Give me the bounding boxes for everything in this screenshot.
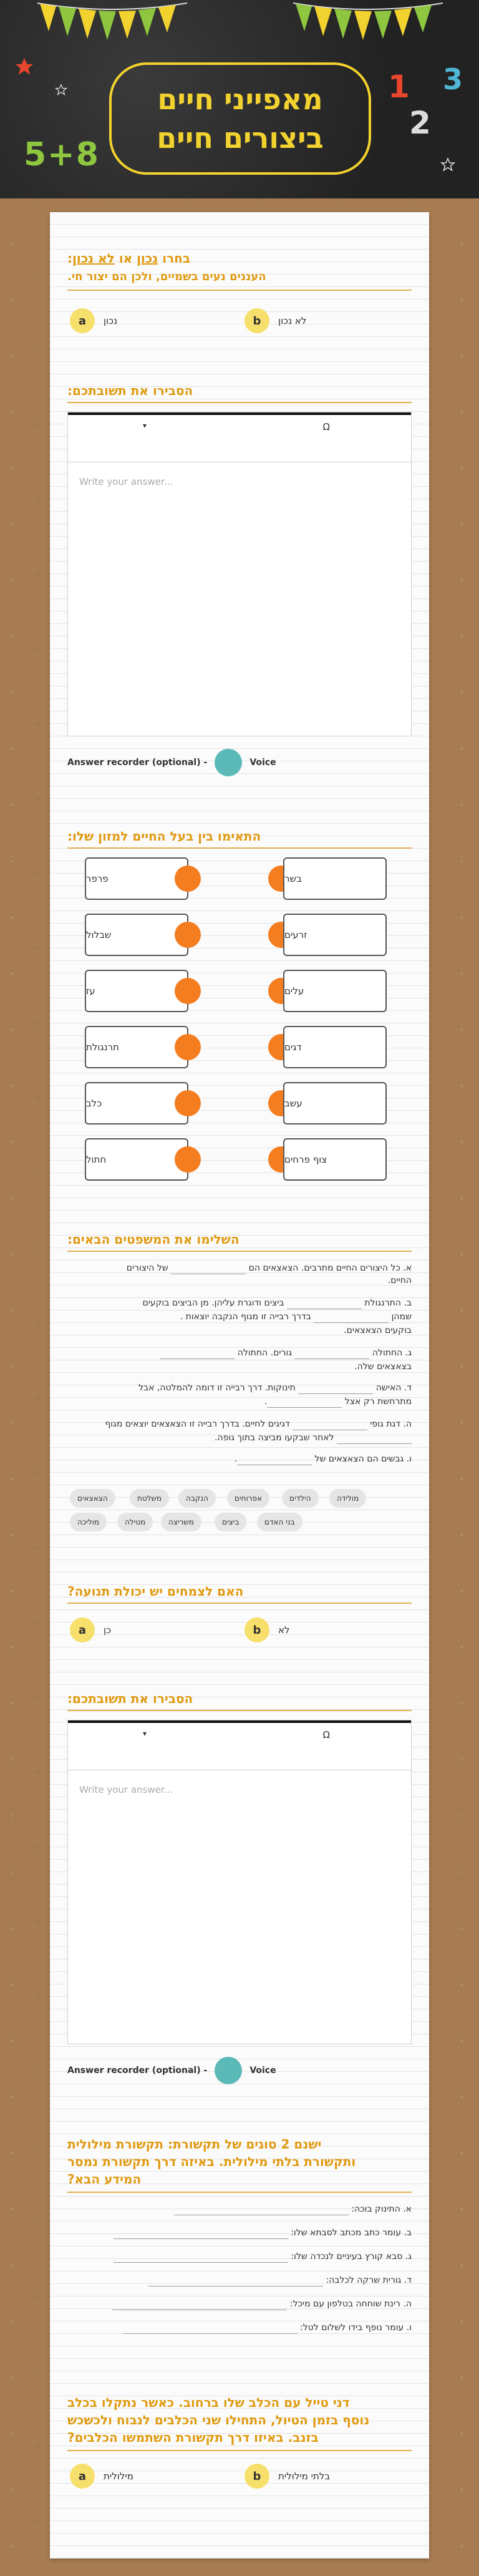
divider (67, 847, 412, 849)
word-chip[interactable]: משלטת (130, 1489, 169, 1508)
fill-sentence: בצאצאים שלה. (354, 1362, 412, 1372)
match-left-connector[interactable] (175, 866, 201, 892)
title-frame (109, 62, 371, 175)
chalk-number-2: 2 (409, 105, 431, 141)
answer-line: ד. גורית שרקה לכלבה: (67, 2274, 412, 2286)
word-chip[interactable]: הנקבה (178, 1489, 216, 1508)
option-label: לא נכון (278, 315, 307, 326)
option-label: בלתי מילולית (278, 2471, 331, 2482)
fill-blank[interactable] (293, 1422, 367, 1430)
match-right-item[interactable]: דגים (283, 1026, 387, 1068)
option-badge: a (70, 1617, 95, 1642)
answer-line: ה. רינת שוחחה בטלפון עם מיכל: (67, 2298, 412, 2310)
fill-sentence: החיים. (387, 1276, 412, 1286)
divider (67, 1603, 412, 1604)
q2-title: הסבירו את תשובתכם: (67, 383, 193, 398)
word-chip[interactable]: מולידה (329, 1489, 366, 1508)
match-left-item[interactable]: עז (85, 970, 188, 1012)
q5-options (67, 1616, 412, 1644)
fill-sentence: ד. האישה תינוקות. דרך רבייה זו דומה להמלטה, אבל (138, 1383, 412, 1393)
page-title-line2: ביצורים חיים (157, 121, 324, 155)
option-badge: b (244, 1617, 269, 1642)
word-chip[interactable]: הילדים (282, 1489, 319, 1508)
recorder-label: Answer recorder (optional) - (67, 758, 208, 768)
format-dropdown[interactable]: ▾ (143, 421, 147, 430)
word-chip[interactable]: אפרוחים (227, 1489, 269, 1508)
q1-option-b[interactable] (244, 307, 306, 334)
q1-option-a[interactable] (70, 307, 117, 334)
q6-answer-recorder (67, 2057, 276, 2084)
match-left-connector[interactable] (175, 978, 201, 1004)
bunting-left (37, 0, 187, 50)
answer-placeholder[interactable]: Write your answer... (79, 476, 173, 487)
match-left-item[interactable]: תרנגולת (85, 1026, 188, 1068)
chalk-number-3: 3 (443, 62, 463, 96)
voice-label: Voice (249, 758, 276, 768)
bunting-right (293, 0, 443, 50)
divider (67, 1251, 412, 1252)
fill-blank[interactable] (294, 1350, 369, 1359)
option-badge: b (244, 308, 269, 333)
fill-sentence: ג. החתולה גורים. החתולה (67, 1347, 412, 1359)
star-icon (14, 56, 35, 77)
star-icon (55, 84, 67, 96)
fill-sentence: ו. גבשים הם הצאצאים של . (234, 1454, 412, 1464)
option-badge: b (244, 2464, 269, 2489)
divider (67, 402, 412, 403)
match-right-item[interactable]: צוף פרחים (283, 1138, 387, 1181)
voice-label: Voice (249, 2066, 276, 2076)
fill-sentence: לאחר שבקעו מביצה בתוך גופה. (67, 1432, 412, 1444)
page-title-line1: מאפייני חיים (157, 82, 323, 116)
word-chip[interactable]: בני האדם (257, 1513, 302, 1531)
fill-blank[interactable] (287, 1300, 362, 1309)
word-chip[interactable]: ביצים (215, 1513, 246, 1531)
option-badge: a (70, 308, 95, 333)
match-left-item[interactable]: שבלול (85, 914, 188, 956)
voice-record-button[interactable] (215, 2057, 242, 2084)
q4-title: השלימו את המשפטים הבאים: (67, 1232, 240, 1247)
answer-line: ב. עומר כתב מכתב לסבתא שלו: (67, 2227, 412, 2239)
editor-toolbar (68, 1720, 411, 1770)
q3-title: התאימו בין בעל החיים למזון שלו: (67, 829, 261, 844)
match-right-item[interactable]: זרעים (283, 914, 387, 956)
q6-title: הסבירו את תשובתכם: (67, 1691, 193, 1706)
special-char-icon[interactable]: Ω (322, 1729, 330, 1740)
q8-options (67, 2462, 412, 2490)
word-chip[interactable]: הצאצאים (70, 1489, 115, 1508)
fill-sentence: מתרחשת רק אצל . (264, 1397, 412, 1407)
q8-title-line2: נוסף בזמן הטיול, התחילו שני הכלבים לנבוח ולכשכש (67, 2413, 370, 2427)
word-bank (67, 1485, 412, 1535)
q7-title-line2: ותקשורת בלתי מילולית. באיזה דרך תקשורת נמסר (67, 2154, 356, 2169)
voice-record-button[interactable] (215, 749, 242, 776)
answer-line: ג. סבא קורץ בעיניים לנכדה שלו: (67, 2250, 412, 2263)
answer-blank[interactable] (112, 2301, 287, 2310)
word-chip[interactable]: מוליכה (70, 1513, 107, 1531)
option-label: נכון (104, 315, 118, 326)
fill-sentence: א. כל היצורים החיים מתרבים. הצאצאים הם של היצורים (126, 1263, 412, 1273)
fill-blank[interactable] (337, 1435, 412, 1444)
divider (67, 2450, 412, 2451)
option-label: כן (104, 1624, 112, 1636)
answer-blank[interactable] (123, 2325, 298, 2334)
fill-blank[interactable] (314, 1314, 389, 1323)
match-left-connector[interactable] (175, 922, 201, 948)
q7-title-line3: המידע הבא? (67, 2172, 142, 2187)
divider (67, 290, 412, 291)
match-left-connector[interactable] (175, 1090, 201, 1116)
q8-title-line1: דני טייל עם הכלב שלו ברחוב. כאשר נתקלו בכלב (67, 2395, 350, 2410)
word-chip[interactable]: משריצה (161, 1513, 201, 1531)
q1-options (67, 307, 412, 334)
q2-answer-editor[interactable] (67, 412, 412, 736)
match-left-connector[interactable] (175, 1146, 201, 1173)
q8-option-b[interactable] (244, 2462, 330, 2490)
editor-toolbar (68, 412, 411, 462)
format-dropdown[interactable]: ▾ (143, 1729, 147, 1738)
chalk-number-1: 1 (388, 69, 410, 105)
match-left-connector[interactable] (175, 1034, 201, 1060)
worksheet-paper (50, 212, 429, 2559)
option-label: מילולית (104, 2471, 133, 2482)
q7-title-line1: ישנם 2 סוגים של תקשורת: תקשורת מילולית (67, 2137, 322, 2152)
recorder-label: Answer recorder (optional) - (67, 2066, 208, 2076)
q2-answer-recorder (67, 749, 276, 776)
star-icon (440, 157, 455, 172)
q8-option-a[interactable] (70, 2462, 133, 2490)
fill-blank[interactable] (298, 1385, 373, 1394)
answer-blank[interactable] (114, 2254, 288, 2263)
match-left-item[interactable]: פרפר (85, 857, 188, 900)
fill-blank[interactable] (160, 1350, 235, 1359)
header-chalkboard (0, 0, 479, 198)
answer-placeholder[interactable]: Write your answer... (79, 1784, 173, 1795)
answer-blank[interactable] (114, 2230, 288, 2239)
answer-line: ו. עומר נופף בידו לשלום לטל: (67, 2321, 412, 2334)
match-right-item[interactable]: בשר (283, 857, 387, 900)
fill-sentence: ה. דגת גופי דגיגים לחיים. בדרך רבייה זו הצאצאים יוצאים מגוף (105, 1419, 412, 1429)
q1-title: בחרו נכון או לא נכון: (67, 251, 191, 266)
fill-sentence: שמהן בדרך רבייה זו מגוף הנקבה יוצאות . (180, 1312, 412, 1322)
answer-blank[interactable] (148, 2278, 323, 2286)
q5-title: האם לצמחים יש יכולת תנועה? (67, 1584, 244, 1599)
option-badge: a (70, 2464, 95, 2489)
q6-answer-editor[interactable] (67, 1720, 412, 2044)
special-char-icon[interactable]: Ω (322, 421, 330, 432)
match-right-item[interactable]: עשב (283, 1082, 387, 1125)
option-label: לא (278, 1624, 290, 1636)
q8-title-line3: בזנב. באיזו דרך תקשורת השתמשו הכלבים? (67, 2430, 319, 2445)
fill-blank[interactable] (171, 1266, 246, 1274)
fill-sentence: בוקעים הצאצאים. (344, 1325, 412, 1335)
match-left-item[interactable]: חתול (85, 1138, 188, 1181)
q5-option-a[interactable] (70, 1616, 111, 1644)
answer-blank[interactable] (174, 2207, 349, 2215)
divider (67, 2192, 412, 2193)
divider (67, 1710, 412, 1711)
match-left-item[interactable]: כלב (85, 1082, 188, 1125)
q1-subtitle: העננים נעים בשמיים, ולכן הם יצור חי. (67, 270, 266, 283)
fill-blank[interactable] (237, 1456, 312, 1465)
match-right-item[interactable]: עלים (283, 970, 387, 1012)
fill-blank[interactable] (267, 1399, 342, 1408)
chalk-numbers-left: 5+8 (24, 136, 100, 173)
word-chip[interactable]: מטילה (117, 1513, 153, 1531)
answer-line: א. התינוק בוכה: (67, 2203, 412, 2215)
fill-sentence: ב. התרנגולת ביצים ודוגרת עליהן. מן הביצים בוקעים (142, 1298, 412, 1308)
q5-option-b[interactable] (244, 1616, 290, 1644)
